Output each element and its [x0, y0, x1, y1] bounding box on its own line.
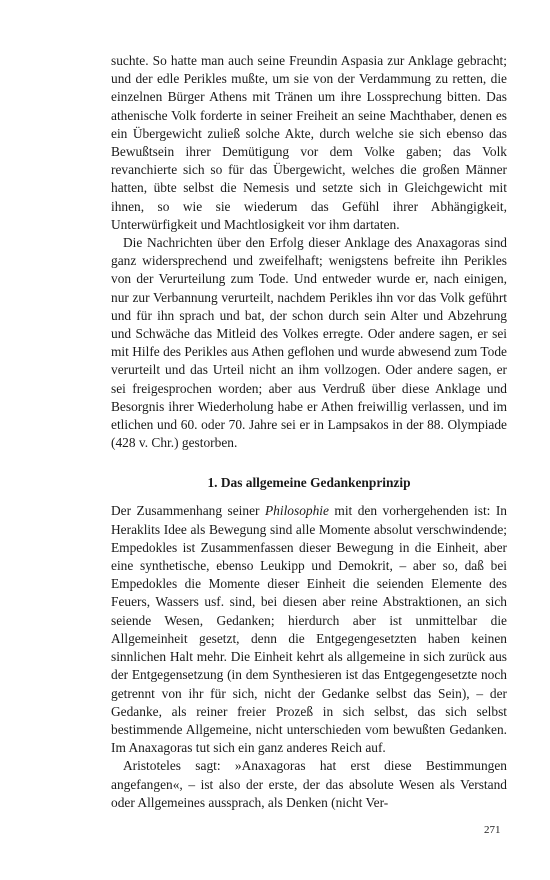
paragraph-anklage-erfolg: Die Nachrichten über den Erfolg dieser Anklage des Anaxagoras sind ganz widersprechend und zweifelhaft; wenigstens befreite ihn Perikles von der Verurteilung zum Tode. Und entweder wurde er, nach einigen, nur zur Verbannung verurteilt, nachdem Perikles ihn vor das Volk geführt und für ihn sprach und bat, der schon durch sein Alter und Abzehrung und Schwäche das Mitleid des Volkes erregte. Oder andere sagen, er sei mit Hilfe des Perikles aus Athen geflohen und wurde abwesend zum Tode verurteilt und das Urteil nicht an ihm vollzogen. Oder andere sagen, er sei freigesprochen worden; aber aus Verdruß über diese Anklage und Besorgnis ihrer Wiederholung habe er Athen freiwillig verlassen, und im etlichen und 60. oder 70. Jahre sei er in Lampsakos in der 88. Olympiade (428 v. Chr.) gestorben.	[111, 235, 507, 451]
paragraph-zusammenhang	[111, 502, 507, 757]
paragraph-aristoteles: Aristoteles sagt: »Anaxagoras hat erst diese Bestimmungen angefangen«, – ist also der erste, der das absolute Wesen als Verstand oder Allgemeines aussprach, als Denken (nicht Ver-	[111, 758, 507, 810]
philosophie-emphasis: Philosophie	[264, 503, 329, 519]
paragraph-aspasia: suchte. So hatte man auch seine Freundin Aspasia zur Anklage gebracht; und der edle Perikles mußte, um sie von der Verdammung zu retten, die einzelnen Bürger Athens mit Tränen um ihre Lossprechung bitten. Das athenische Volk forderte in seiner Freiheit an seine Machthaber, denen es ein Übergewicht zuließ solche Akte, durch welche sie sich ebenso das Bewußtsein ihrer Demütigung vor dem Volke gaben; das Volk revanchierte sich so für das Übergewicht, welches die großen Männer hatten, übte selbst die Nemesis und setzte sich in Gleichgewicht mit ihnen, so wie sie wiederum das Gefühl ihrer Abhängigkeit, Unterwürfigkeit und Machtlosigkeit vor ihm dartaten.	[111, 53, 507, 232]
page-number: 271	[484, 824, 501, 836]
paragraph-zusammenhang-lead: Der Zusammenhang seiner	[111, 503, 265, 519]
section-heading: 1. Das allgemeine Gedankenprinzip	[207, 475, 411, 491]
paragraph-zusammenhang-rest: mit den vorhergehenden ist: In Heraklits Idee als Bewegung sind alle Momente absolut verschwindende; Empedokles ist Zusammenfassen dieser Bewegung in die Einheit, aber eine synthetische, ebenso Leukipp und Demokrit, – aber so, daß bei Empedokles die Momente dieser Einheit die seienden Elemente des Feuers, Wassers usf. sind, bei diesen aber reine Abstraktionen, an sich seiende Wesen, Gedanken; hierdurch aber ist unmittelbar die Allgemeinheit gesetzt, denn die Entgegengesetzten haben keinen sinnlichen Halt mehr. Die Einheit kehrt als allgemeine in sich zurück aus der Entgegensetzung (in dem Synthesieren ist das Entgegengesetzte noch getrennt von ihr für sich, nicht der Gedanke selbst das Sein), – der Gedanke, als reiner freier Prozeß in sich selbst, das sich selbst bestimmende Allgemeine, nicht unterschieden vom bewußten Gedanken. Im Anaxagoras tut sich ein ganz anderes Reich auf.	[111, 503, 507, 756]
page-body	[111, 52, 507, 812]
